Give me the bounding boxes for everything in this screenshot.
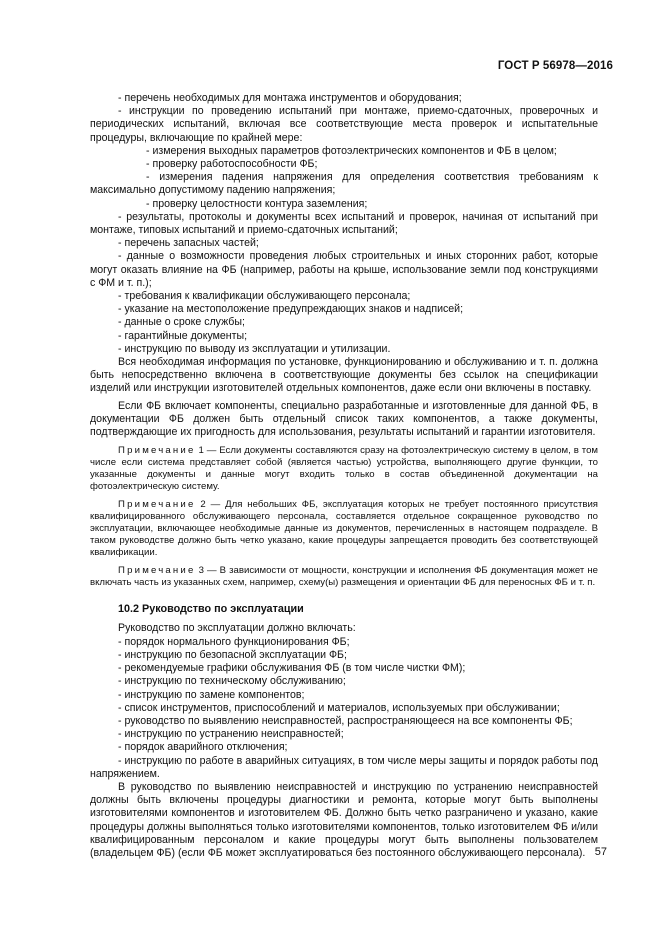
sub-list-item: - проверку целостности контура заземления; (146, 197, 368, 210)
list-item: - данные о возможности проведения любых строительных и иных сторонних работ, которые могут оказать влияние на ФБ (например, работы на крыше, использование земли под конструкциями с ФМ и т. п.); (90, 250, 598, 289)
paragraph: В руководство по выявлению неисправностей и инструкцию по устранению неисправностей должны быть включены процедуры диагностики и ремонта, которые могут быть выполнены изготовителями компонентов и изготовителем ФБ. Должно быть четко разграничено и указано, какие процедуры должны выполняться только изготовителями компонентов, только изготовителем ФБ и/или квалифицированным персоналом и какие процедуры могут быть выполнены пользователем (владельцем ФБ) (если ФБ может эксплуатироваться без постоянного обслуживающего персонала). (90, 780, 598, 859)
note-text: 2 — Для небольших ФБ, эксплуатация которых не требует постоянного присутствия квалифицированного обслуживающего персонала, составляется отдельное сокращенное руководство по эксплуатации, включающее необходимые данные из документов, перечисленных в настоящем подразделе. В таком руководстве должно быть четко указано, какие процедуры запрещается проводить без соответствующей квалификации. (90, 499, 598, 559)
list-item: - порядок аварийного отключения; (118, 741, 288, 754)
note-label: Примечание (118, 499, 196, 511)
list-item: - руководство по выявлению неисправностей, распространяющееся на все компоненты ФБ; (118, 714, 573, 727)
list-item: - инструкцию по безопасной эксплуатации ФБ; (118, 648, 347, 661)
note-text: 3 — В зависимости от мощности, конструкции и исполнения ФБ документация может не включать часть из указанных схем, например, схему(ы) размещения и ориентации ФБ для переносных ФБ и т. п. (90, 565, 598, 589)
list-item: - инструкцию по техническому обслуживанию; (118, 675, 346, 688)
list-item: - данные о сроке службы; (118, 316, 245, 329)
document-body (90, 92, 598, 860)
paragraph: Вся необходимая информация по установке, функционированию и обслуживанию и т. п. должна быть непосредственно включена в соответствующие документы без ссылок на спецификации изделий или инструкции изготовителей отдельных компонентов, даже если они включены в поставку. (90, 356, 598, 395)
list-item: - гарантийные документы; (118, 329, 248, 342)
page-number: 57 (594, 846, 607, 858)
sub-list-item: - измерения выходных параметров фотоэлектрических компонентов и ФБ в целом; (146, 144, 557, 157)
document-header: ГОСТ Р 56978—2016 (497, 60, 613, 72)
list-item: - инструкции по проведению испытаний при монтаже, приемо-сдаточных, проверочных и периодических испытаний, включая все соответствующие места проверок и испытательные процедуры, включающие по крайней мере: (90, 105, 598, 144)
note-1 (90, 445, 598, 493)
list-item: - указание на местоположение предупреждающих знаков и надписей; (118, 303, 464, 316)
list-item: - перечень запасных частей; (118, 237, 259, 250)
note-label: Примечание (118, 565, 196, 577)
section-heading: 10.2 Руководство по эксплуатации (118, 603, 304, 616)
list-item: - список инструментов, приспособлений и материалов, используемых при обслуживании; (118, 701, 560, 714)
paragraph: Руководство по эксплуатации должно включать: (118, 622, 356, 635)
list-item: - инструкцию по замене компонентов; (118, 688, 305, 701)
note-label: Примечание (118, 445, 196, 457)
list-item: - результаты, протоколы и документы всех испытаний и проверок, начиная от испытаний при монтаже, типовых испытаний и приемо-сдаточных испытаний; (90, 210, 598, 237)
note-2 (90, 499, 598, 559)
paragraph: Если ФБ включает компоненты, специально разработанные и изготовленные для данной ФБ, в документации ФБ должен быть отдельный список таких компонентов, а также документы, подтверждающие их пригодность для использования, результаты испытаний и гарантии изготовителя. (90, 399, 598, 439)
list-item: - инструкцию по работе в аварийных ситуациях, в том числе меры защиты и порядок работы под напряжением. (90, 754, 598, 780)
sub-list-item: - измерения падения напряжения для определения соответствия требованиям к максимально допустимому падению напряжения; (90, 171, 598, 197)
sub-list-item: - проверку работоспособности ФБ; (146, 158, 318, 171)
list-item: - требования к квалификации обслуживающего персонала; (118, 290, 411, 303)
list-item: - рекомендуемые графики обслуживания ФБ (в том числе чистки ФМ); (118, 662, 466, 675)
list-item: - инструкцию по выводу из эксплуатации и утилизации. (118, 342, 391, 355)
list-item: - перечень необходимых для монтажа инструментов и оборудования; (118, 92, 462, 104)
note-text: 1 — Если документы составляются сразу на фотоэлектрическую систему в целом, в том числе если система представляет собой (является частью) устройства, выполняющего другие функции, то указанные документы и данные могут входить только в состав объединенной документации на фотоэлектрическую систему. (90, 445, 598, 493)
list-item: - инструкцию по устранению неисправностей; (118, 728, 344, 741)
note-3 (90, 565, 598, 589)
list-item: - порядок нормального функционирования ФБ; (118, 635, 350, 648)
